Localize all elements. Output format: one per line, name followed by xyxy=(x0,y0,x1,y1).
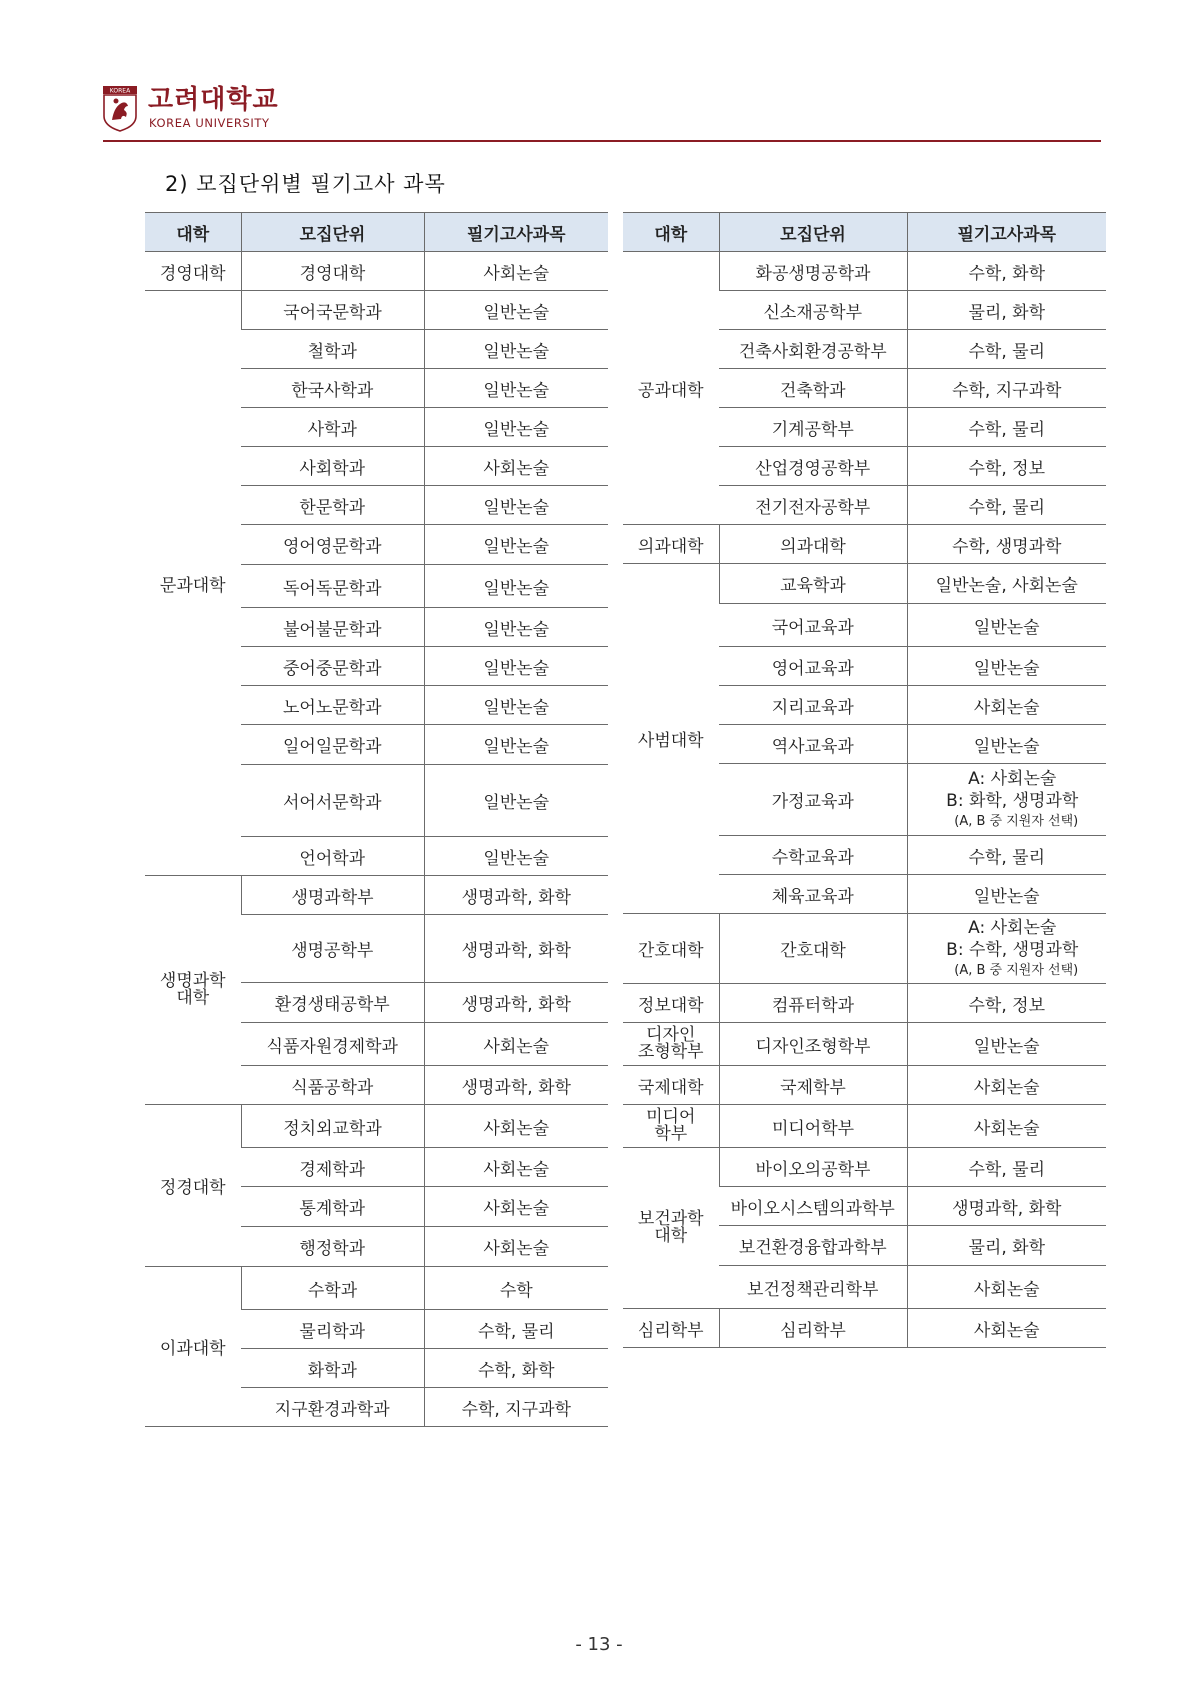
unit-cell: 일어일문학과 xyxy=(241,725,424,765)
unit-cell: 간호대학 xyxy=(719,914,907,984)
unit-cell: 화공생명공학과 xyxy=(719,252,907,291)
subject-cell: 일반논술 xyxy=(424,486,608,525)
unit-cell: 화학과 xyxy=(241,1349,424,1388)
college-cell xyxy=(623,564,719,914)
subject-cell: 사회논술 xyxy=(424,1187,608,1227)
subject-cell: 사회논술 xyxy=(907,1309,1106,1348)
unit-cell: 역사교육과 xyxy=(719,725,907,764)
college-name-line: 정경대학 xyxy=(159,1178,226,1198)
unit-cell: 미디어학부 xyxy=(719,1105,907,1148)
college-name-line: 디자인 xyxy=(646,1025,696,1045)
unit-cell: 영어교육과 xyxy=(719,647,907,686)
table-row xyxy=(145,252,608,291)
subject-cell: 사회논술 xyxy=(907,1266,1106,1309)
subject-cell: 일반논술 xyxy=(424,408,608,447)
unit-cell: 국어교육과 xyxy=(719,604,907,647)
unit-cell: 물리학과 xyxy=(241,1310,424,1349)
header-subject: 필기고사과목 xyxy=(907,213,1106,252)
unit-cell: 보건환경융합과학부 xyxy=(719,1226,907,1266)
subject-cell xyxy=(907,764,1106,836)
college-cell xyxy=(145,291,241,876)
college-name-line: 학부 xyxy=(654,1124,688,1144)
unit-cell: 의과대학 xyxy=(719,525,907,564)
subject-cell: 생명과학, 화학 xyxy=(907,1187,1106,1226)
subject-option-line: B: 수학, 생명과학 xyxy=(946,939,1079,960)
unit-cell: 지구환경과학과 xyxy=(241,1388,424,1427)
header-unit: 모집단위 xyxy=(241,213,424,252)
subject-cell: 일반논술 xyxy=(424,608,608,647)
table-row xyxy=(623,252,1106,291)
college-name-line: 조형학부 xyxy=(637,1042,704,1062)
subject-cell: 사회논술 xyxy=(907,1066,1106,1105)
college-cell xyxy=(623,984,719,1023)
unit-cell: 한국사학과 xyxy=(241,369,424,408)
unit-cell: 환경생태공학부 xyxy=(241,983,424,1023)
college-name-line: 간호대학 xyxy=(637,941,704,961)
table-row xyxy=(145,291,608,330)
subject-cell: 일반논술 xyxy=(424,291,608,330)
unit-cell: 행정학과 xyxy=(241,1227,424,1267)
unit-cell: 수학과 xyxy=(241,1267,424,1310)
unit-cell: 심리학부 xyxy=(719,1309,907,1348)
header-unit: 모집단위 xyxy=(719,213,907,252)
college-name-line: 의과대학 xyxy=(637,536,704,557)
college-name-line: 미디어 xyxy=(646,1107,696,1127)
college-cell xyxy=(145,252,241,291)
subject-cell: 일반논술 xyxy=(907,604,1106,647)
unit-cell: 경제학과 xyxy=(241,1148,424,1187)
page-header xyxy=(103,84,1101,144)
college-name-line: 이과대학 xyxy=(159,1339,226,1359)
unit-cell: 국어국문학과 xyxy=(241,291,424,330)
table-row xyxy=(623,914,1106,984)
unit-cell: 건축사회환경공학부 xyxy=(719,330,907,369)
college-name-line: 보건과학 xyxy=(637,1209,704,1229)
unit-cell: 사회학과 xyxy=(241,447,424,486)
college-name-line: 심리학부 xyxy=(637,1320,704,1341)
subject-cell: 수학, 물리 xyxy=(907,1148,1106,1187)
unit-cell: 바이오시스템의과학부 xyxy=(719,1187,907,1226)
unit-cell: 신소재공학부 xyxy=(719,291,907,330)
table-row xyxy=(145,1105,608,1148)
subject-option-line: (A, B 중 지원자 선택) xyxy=(954,962,1079,978)
college-cell xyxy=(623,1309,719,1348)
college-cell xyxy=(623,1148,719,1309)
unit-cell: 건축학과 xyxy=(719,369,907,408)
unit-cell: 식품자원경제학과 xyxy=(241,1023,424,1066)
college-name-line: 사범대학 xyxy=(637,731,704,751)
subject-cell: 생명과학, 화학 xyxy=(424,983,608,1023)
unit-cell: 철학과 xyxy=(241,330,424,369)
unit-cell: 불어불문학과 xyxy=(241,608,424,647)
college-cell xyxy=(623,525,719,564)
subject-cell: 수학, 물리 xyxy=(424,1310,608,1349)
subject-cell: 일반논술 xyxy=(907,875,1106,914)
header-college: 대학 xyxy=(623,213,719,252)
unit-cell: 사학과 xyxy=(241,408,424,447)
unit-cell: 한문학과 xyxy=(241,486,424,525)
logo-korean-text: 고려대학교 xyxy=(148,85,279,115)
subject-cell: 일반논술 xyxy=(907,647,1106,686)
unit-cell: 지리교육과 xyxy=(719,686,907,725)
subject-cell: 수학, 물리 xyxy=(907,486,1106,525)
subject-cell: 사회논술 xyxy=(424,1227,608,1267)
section-title: 2) 모집단위별 필기고사 과목 xyxy=(165,172,446,196)
college-cell xyxy=(623,252,719,525)
subject-cell: 사회논술 xyxy=(907,686,1106,725)
unit-cell: 언어학과 xyxy=(241,837,424,876)
table-row xyxy=(623,984,1106,1023)
unit-cell: 전기전자공학부 xyxy=(719,486,907,525)
table-row xyxy=(145,1267,608,1310)
subject-cell: 사회논술 xyxy=(424,1148,608,1187)
college-name-line: 문과대학 xyxy=(159,575,226,596)
unit-cell: 교육학과 xyxy=(719,564,907,604)
college-name-line: 경영대학 xyxy=(159,263,226,284)
unit-cell: 독어독문학과 xyxy=(241,565,424,608)
subject-cell: 수학, 생명과학 xyxy=(907,525,1106,564)
subject-cell: 수학, 물리 xyxy=(907,408,1106,447)
unit-cell: 서어서문학과 xyxy=(241,765,424,837)
subject-cell: 일반논술 xyxy=(424,525,608,565)
right-subject-table xyxy=(623,212,1106,1348)
unit-cell: 영어영문학과 xyxy=(241,525,424,565)
page-number: - 13 - xyxy=(575,1634,623,1655)
college-cell xyxy=(623,1023,719,1066)
unit-cell: 생명공학부 xyxy=(241,915,424,983)
unit-cell: 정치외교학과 xyxy=(241,1105,424,1148)
subject-cell: 물리, 화학 xyxy=(907,291,1106,330)
table-row xyxy=(623,1148,1106,1187)
unit-cell: 컴퓨터학과 xyxy=(719,984,907,1023)
subject-cell: 사회논술 xyxy=(907,1105,1106,1148)
subject-cell: 사회논술 xyxy=(424,1105,608,1148)
header-divider xyxy=(103,140,1101,142)
table-row xyxy=(623,1105,1106,1148)
table-row xyxy=(623,525,1106,564)
subject-cell: 사회논술 xyxy=(424,447,608,486)
table-row xyxy=(623,1023,1106,1066)
subject-cell: 일반논술 xyxy=(424,837,608,876)
subject-cell: 수학, 화학 xyxy=(907,252,1106,291)
unit-cell: 생명과학부 xyxy=(241,876,424,915)
unit-cell: 보건정책관리학부 xyxy=(719,1266,907,1309)
table-row xyxy=(623,564,1106,604)
subject-cell: 일반논술, 사회논술 xyxy=(907,564,1106,604)
unit-cell: 국제학부 xyxy=(719,1066,907,1105)
subject-option-line: (A, B 중 지원자 선택) xyxy=(954,813,1079,829)
unit-cell: 수학교육과 xyxy=(719,836,907,875)
table-row xyxy=(145,876,608,915)
subject-cell: 일반논술 xyxy=(424,565,608,608)
unit-cell: 가정교육과 xyxy=(719,764,907,836)
subject-cell: 일반논술 xyxy=(424,686,608,725)
unit-cell: 디자인조형학부 xyxy=(719,1023,907,1066)
unit-cell: 경영대학 xyxy=(241,252,424,291)
logo-english-text: KOREA UNIVERSITY xyxy=(149,116,270,130)
unit-cell: 식품공학과 xyxy=(241,1066,424,1105)
subject-cell: 생명과학, 화학 xyxy=(424,1066,608,1105)
subject-cell: 수학, 지구과학 xyxy=(424,1388,608,1427)
subject-cell: 수학, 정보 xyxy=(907,984,1106,1023)
table-row xyxy=(623,1066,1106,1105)
subject-cell: 생명과학, 화학 xyxy=(424,915,608,983)
unit-cell: 중어중문학과 xyxy=(241,647,424,686)
subject-cell: 일반논술 xyxy=(424,369,608,408)
subject-option-line: B: 화학, 생명과학 xyxy=(946,790,1079,811)
subject-cell: 일반논술 xyxy=(424,330,608,369)
subject-cell: 일반논술 xyxy=(424,765,608,837)
subject-cell: 물리, 화학 xyxy=(907,1226,1106,1266)
subject-cell: 일반논술 xyxy=(424,647,608,686)
college-name-line: 대학 xyxy=(654,1226,688,1246)
unit-cell: 기계공학부 xyxy=(719,408,907,447)
left-subject-table xyxy=(145,212,608,1427)
subject-cell: 수학, 정보 xyxy=(907,447,1106,486)
korea-university-emblem-icon xyxy=(103,86,137,132)
subject-cell: 일반논술 xyxy=(907,1023,1106,1066)
subject-cell xyxy=(907,914,1106,984)
unit-cell: 바이오의공학부 xyxy=(719,1148,907,1187)
emblem-text: KOREA xyxy=(109,87,131,95)
table-row xyxy=(623,1309,1106,1348)
subject-cell: 수학, 화학 xyxy=(424,1349,608,1388)
subject-cell: 생명과학, 화학 xyxy=(424,876,608,915)
header-college: 대학 xyxy=(145,213,241,252)
college-cell xyxy=(145,876,241,1105)
college-name-line: 대학 xyxy=(176,988,210,1008)
subject-option-line: A: 사회논술 xyxy=(968,768,1057,789)
unit-cell: 산업경영공학부 xyxy=(719,447,907,486)
college-cell xyxy=(145,1105,241,1267)
unit-cell: 통계학과 xyxy=(241,1187,424,1227)
subject-cell: 일반논술 xyxy=(424,725,608,765)
college-cell xyxy=(623,1105,719,1148)
subject-cell: 수학, 지구과학 xyxy=(907,369,1106,408)
college-name-line: 생명과학 xyxy=(159,971,226,991)
college-name-line: 정보대학 xyxy=(637,995,704,1016)
unit-cell: 노어노문학과 xyxy=(241,686,424,725)
subject-cell: 사회논술 xyxy=(424,252,608,291)
college-cell xyxy=(623,1066,719,1105)
subject-cell: 사회논술 xyxy=(424,1023,608,1066)
unit-cell: 체육교육과 xyxy=(719,875,907,914)
subject-cell: 수학 xyxy=(424,1267,608,1310)
college-name-line: 국제대학 xyxy=(637,1077,704,1098)
subject-cell: 수학, 물리 xyxy=(907,836,1106,875)
subject-cell: 수학, 물리 xyxy=(907,330,1106,369)
subject-cell: 일반논술 xyxy=(907,725,1106,764)
subject-option-line: A: 사회논술 xyxy=(968,917,1057,938)
college-cell xyxy=(623,914,719,984)
college-cell xyxy=(145,1267,241,1427)
college-name-line: 공과대학 xyxy=(637,380,704,401)
header-subject: 필기고사과목 xyxy=(424,213,608,252)
